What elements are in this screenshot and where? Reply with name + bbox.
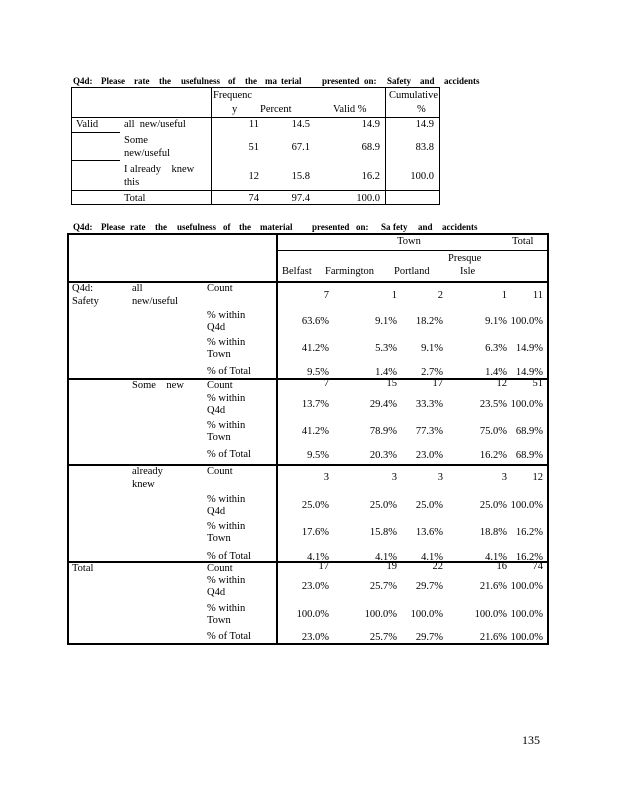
percent-cell: 97.4 bbox=[291, 193, 310, 204]
cell-within-town: 100.0% bbox=[410, 609, 443, 620]
cell-within-town: 75.0% bbox=[479, 426, 507, 437]
cell-count: 12 bbox=[496, 378, 507, 389]
cell-count: 16 bbox=[496, 561, 507, 572]
cumulative-cell: 14.9 bbox=[415, 119, 434, 130]
stat-label-of-total: % of Total bbox=[207, 449, 251, 460]
cell-within-town: 15.8% bbox=[369, 527, 397, 538]
cumulative-cell: 83.8 bbox=[415, 142, 434, 153]
cell-of-total: 100.0% bbox=[510, 632, 543, 643]
cell-of-total: 14.9% bbox=[515, 367, 543, 378]
cell-count: 51 bbox=[532, 378, 543, 389]
caption-word: mate bbox=[260, 222, 279, 232]
cell-within-town: 17.6% bbox=[301, 527, 329, 538]
grid-line-v bbox=[277, 235, 278, 644]
stat-label-count: Count bbox=[207, 466, 233, 477]
cell-within-q4d: 13.7% bbox=[301, 399, 329, 410]
cell-within-town: 41.2% bbox=[301, 426, 329, 437]
cell-of-total: 21.6% bbox=[479, 632, 507, 643]
cell-within-town: 100.0% bbox=[510, 609, 543, 620]
column-header-presque-isle: Presque bbox=[448, 253, 482, 264]
stat-label-within-q4d: % within bbox=[207, 575, 246, 586]
cell-within-town: 68.9% bbox=[515, 426, 543, 437]
valid-percent-cell: 14.9 bbox=[361, 119, 380, 130]
row-label: all new/useful bbox=[124, 119, 186, 130]
valid-percent-header: Valid % bbox=[333, 104, 367, 115]
group-label-cont: knew bbox=[132, 479, 155, 490]
cell-count: 7 bbox=[323, 378, 329, 389]
total-header: Total bbox=[512, 236, 534, 247]
cell-of-total: 9.5% bbox=[307, 450, 329, 461]
row-label-cont: new/useful bbox=[124, 148, 171, 159]
cell-within-q4d: 29.4% bbox=[369, 399, 397, 410]
crosstab-table bbox=[67, 233, 549, 645]
caption-word: terial bbox=[281, 76, 302, 86]
frequency-header: Frequenc bbox=[213, 90, 253, 101]
group-label: already bbox=[132, 466, 163, 477]
stat-label-within-town-cont: Town bbox=[207, 615, 231, 626]
cell-within-town: 5.3% bbox=[375, 343, 397, 354]
percent-header: Percent bbox=[260, 104, 292, 115]
cell-count: 22 bbox=[432, 561, 443, 572]
cell-within-q4d: 33.3% bbox=[415, 399, 443, 410]
caption-word: Q4d: bbox=[73, 222, 93, 232]
row-label: I already knew bbox=[124, 164, 195, 175]
cell-within-q4d: 100.0% bbox=[510, 399, 543, 410]
cell-within-q4d: 9.1% bbox=[485, 316, 507, 327]
cell-of-total: 16.2% bbox=[479, 450, 507, 461]
stat-label-count: Count bbox=[207, 563, 233, 574]
stat-label-within-q4d: % within bbox=[207, 393, 246, 404]
cell-within-q4d: 9.1% bbox=[375, 316, 397, 327]
stat-label-within-town: % within bbox=[207, 603, 246, 614]
stat-label-within-q4d: % within bbox=[207, 494, 246, 505]
cell-count: 17 bbox=[432, 378, 443, 389]
town-header: Town bbox=[397, 236, 421, 247]
cell-within-town: 41.2% bbox=[301, 343, 329, 354]
cell-of-total: 1.4% bbox=[375, 367, 397, 378]
cell-of-total: 16.2% bbox=[515, 552, 543, 563]
stat-label-of-total: % of Total bbox=[207, 366, 251, 377]
cell-of-total: 68.9% bbox=[515, 450, 543, 461]
cell-within-town: 16.2% bbox=[515, 527, 543, 538]
group-label: Total bbox=[72, 563, 94, 574]
cell-within-town: 100.0% bbox=[474, 609, 507, 620]
stat-label-within-q4d-cont: Q4d bbox=[207, 506, 226, 517]
cell-of-total: 4.1% bbox=[307, 552, 329, 563]
cell-within-q4d: 25.0% bbox=[301, 500, 329, 511]
stat-label-within-town: % within bbox=[207, 420, 246, 431]
frequency-table bbox=[71, 87, 440, 205]
caption-word: the bbox=[159, 76, 171, 86]
cell-count: 1 bbox=[501, 290, 507, 301]
caption-word: ma bbox=[265, 76, 277, 86]
frequency-cell: 12 bbox=[248, 171, 259, 182]
cell-within-q4d: 23.5% bbox=[479, 399, 507, 410]
caption-word: accidents bbox=[442, 222, 478, 232]
column-header-presque-isle-cont: Isle bbox=[460, 266, 476, 277]
cell-within-town: 13.6% bbox=[415, 527, 443, 538]
frequency-cell: 11 bbox=[248, 119, 259, 130]
valid-percent-cell: 100.0 bbox=[356, 193, 380, 204]
percent-cell: 67.1 bbox=[291, 142, 310, 153]
cell-within-town: 100.0% bbox=[364, 609, 397, 620]
cell-of-total: 4.1% bbox=[421, 552, 443, 563]
caption-word: presented bbox=[322, 76, 360, 86]
stat-label-count: Count bbox=[207, 380, 233, 391]
cell-within-q4d: 21.6% bbox=[479, 581, 507, 592]
caption-word: and bbox=[420, 76, 435, 86]
cell-within-town: 100.0% bbox=[296, 609, 329, 620]
cell-of-total: 25.7% bbox=[369, 632, 397, 643]
cell-of-total: 1.4% bbox=[485, 367, 507, 378]
row-variable-cont: Safety bbox=[72, 296, 99, 307]
row-label: Total bbox=[124, 193, 146, 204]
caption-word: of bbox=[223, 222, 231, 232]
caption-word: fety bbox=[393, 222, 408, 232]
stat-label-of-total: % of Total bbox=[207, 551, 251, 562]
caption-word: the bbox=[155, 222, 167, 232]
stat-label-within-town-cont: Town bbox=[207, 432, 231, 443]
cell-within-q4d: 29.7% bbox=[415, 581, 443, 592]
column-header: Belfast bbox=[282, 266, 312, 277]
cell-within-q4d: 25.0% bbox=[479, 500, 507, 511]
valid-group-label: Valid bbox=[76, 119, 99, 130]
cell-within-q4d: 25.7% bbox=[369, 581, 397, 592]
cell-count: 3 bbox=[501, 472, 507, 483]
cell-count: 12 bbox=[532, 472, 543, 483]
stat-label-of-total: % of Total bbox=[207, 631, 251, 642]
group-label: Some new bbox=[132, 380, 184, 391]
cell-within-q4d: 63.6% bbox=[301, 316, 329, 327]
frequency-cell: 74 bbox=[248, 193, 259, 204]
stat-label-within-town: % within bbox=[207, 337, 246, 348]
caption-word: rial bbox=[279, 222, 293, 232]
cell-within-q4d: 25.0% bbox=[369, 500, 397, 511]
caption-word: accidents bbox=[444, 76, 480, 86]
cell-of-total: 23.0% bbox=[301, 632, 329, 643]
cell-count: 3 bbox=[391, 472, 397, 483]
stat-label-within-q4d-cont: Q4d bbox=[207, 405, 226, 416]
caption-word: presented bbox=[312, 222, 350, 232]
stat-label-within-town: % within bbox=[207, 521, 246, 532]
caption-word: Please bbox=[101, 76, 125, 86]
percent-cell: 15.8 bbox=[291, 171, 310, 182]
cell-count: 19 bbox=[386, 561, 397, 572]
cumulative-header: Cumulative bbox=[389, 90, 438, 101]
caption-word: the bbox=[239, 222, 251, 232]
cell-count: 74 bbox=[532, 561, 543, 572]
cell-of-total: 9.5% bbox=[307, 367, 329, 378]
cell-within-town: 78.9% bbox=[369, 426, 397, 437]
cell-of-total: 29.7% bbox=[415, 632, 443, 643]
caption-word: usefulness bbox=[181, 76, 221, 86]
cell-within-town: 18.8% bbox=[479, 527, 507, 538]
stat-label-within-q4d: % within bbox=[207, 310, 246, 321]
cell-of-total: 23.0% bbox=[415, 450, 443, 461]
caption-word: Sa bbox=[381, 222, 391, 232]
cell-within-q4d: 23.0% bbox=[301, 581, 329, 592]
cumulative-cell: 100.0 bbox=[410, 171, 434, 182]
cell-within-town: 9.1% bbox=[421, 343, 443, 354]
cell-count: 7 bbox=[323, 290, 329, 301]
cell-count: 3 bbox=[323, 472, 329, 483]
cell-of-total: 2.7% bbox=[421, 367, 443, 378]
caption-word: rate bbox=[130, 222, 146, 232]
cell-count: 2 bbox=[437, 290, 443, 301]
row-label-cont: this bbox=[124, 177, 140, 188]
frequency-header-cont: y bbox=[232, 104, 238, 115]
percent-cell: 14.5 bbox=[291, 119, 310, 130]
caption-word: Q4d: bbox=[73, 76, 93, 86]
caption-word: usefulness bbox=[177, 222, 217, 232]
stat-label-within-q4d-cont: Q4d bbox=[207, 587, 226, 598]
table2-caption bbox=[73, 222, 478, 233]
cell-count: 1 bbox=[391, 290, 397, 301]
grid-line-h bbox=[276, 250, 549, 251]
cell-within-town: 14.9% bbox=[515, 343, 543, 354]
stat-label-within-q4d-cont: Q4d bbox=[207, 322, 226, 333]
stat-label-within-town-cont: Town bbox=[207, 349, 231, 360]
cell-of-total: 20.3% bbox=[369, 450, 397, 461]
caption-word: rate bbox=[134, 76, 150, 86]
stat-label-within-town-cont: Town bbox=[207, 533, 231, 544]
frequency-cell: 51 bbox=[248, 142, 259, 153]
cell-count: 3 bbox=[437, 472, 443, 483]
page-number: 135 bbox=[522, 733, 540, 747]
caption-word: Please bbox=[101, 222, 125, 232]
cell-within-q4d: 100.0% bbox=[510, 316, 543, 327]
cumulative-header-cont: % bbox=[417, 104, 426, 115]
cell-count: 15 bbox=[386, 378, 397, 389]
caption-word: on: bbox=[356, 222, 369, 232]
caption-word: Safety bbox=[387, 76, 411, 86]
cell-within-town: 6.3% bbox=[485, 343, 507, 354]
cell-within-q4d: 18.2% bbox=[415, 316, 443, 327]
valid-percent-cell: 68.9 bbox=[361, 142, 380, 153]
row-variable: Q4d: bbox=[72, 283, 93, 294]
caption-word: the bbox=[245, 76, 257, 86]
cell-within-q4d: 100.0% bbox=[510, 500, 543, 511]
caption-word: and bbox=[418, 222, 433, 232]
cell-within-town: 77.3% bbox=[415, 426, 443, 437]
column-header: Portland bbox=[394, 266, 430, 277]
valid-percent-cell: 16.2 bbox=[361, 171, 380, 182]
cell-count: 17 bbox=[318, 561, 329, 572]
stat-label-count: Count bbox=[207, 283, 233, 294]
caption-word: on: bbox=[364, 76, 377, 86]
row-label: Some bbox=[124, 135, 148, 146]
cell-of-total: 4.1% bbox=[375, 552, 397, 563]
caption-word: of bbox=[228, 76, 236, 86]
group-label: all bbox=[132, 283, 143, 294]
table1-caption bbox=[73, 76, 480, 87]
group-label-cont: new/useful bbox=[132, 296, 179, 307]
cell-of-total: 4.1% bbox=[485, 552, 507, 563]
cell-within-q4d: 100.0% bbox=[510, 581, 543, 592]
cell-count: 11 bbox=[532, 290, 543, 301]
cell-within-q4d: 25.0% bbox=[415, 500, 443, 511]
column-header: Farmington bbox=[325, 266, 374, 277]
